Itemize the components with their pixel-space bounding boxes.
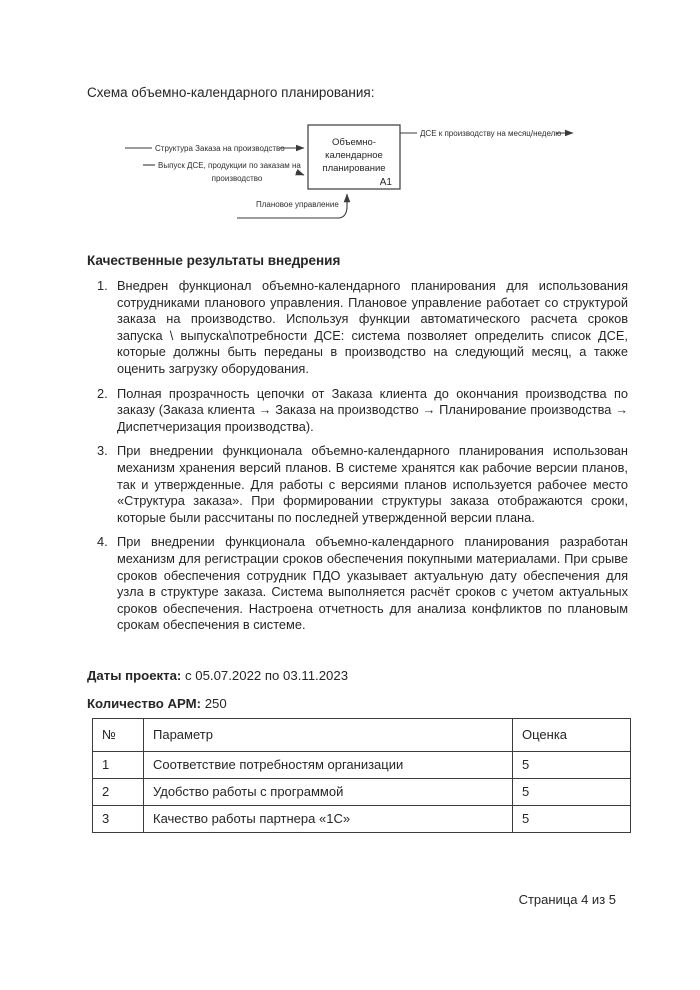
- row-number: 1: [93, 752, 144, 779]
- okp-diagram: [0, 95, 700, 250]
- row-score: 5: [513, 752, 631, 779]
- output-label: ДСЕ к производству на месяц/неделю: [420, 129, 562, 138]
- list-item-text: При внедрении функционала объемно-календарного планирования использован механизм хранения версий планов. В системе хранятся как рабочие версии планов, так и утвержденные. Для работы с версиями планов используется рабочее место «Структура заказа». При формировании структуры заказа отображаются сроки, которые были рассчитаны по последней утвержденной версии плана.: [117, 443, 628, 525]
- input1-label: Структура Заказа на производство: [155, 144, 285, 153]
- row-score: 5: [513, 806, 631, 833]
- project-dates-label: Даты проекта:: [87, 668, 182, 683]
- table-header-row: [93, 719, 631, 752]
- row-number: 3: [93, 806, 144, 833]
- row-number: 2: [93, 779, 144, 806]
- arm-count: [87, 696, 227, 711]
- row-parameter: Соответствие потребностям организации: [144, 752, 513, 779]
- list-item: [97, 534, 628, 634]
- list-item-number: 2.: [97, 385, 108, 401]
- list-item-text: Полная прозрачность цепочки от Заказа клиента до окончания производства по заказу (Заказа клиента → Заказа на производство → Планирование производства → Диспетчеризация производства).: [117, 385, 628, 434]
- diagram-caption: Схема объемно-календарного планирования:: [87, 85, 375, 100]
- results-list: [97, 278, 628, 642]
- header-number: №: [93, 719, 144, 752]
- function-box-label: календарное: [325, 150, 383, 161]
- row-parameter: Качество работы партнера «1С»: [144, 806, 513, 833]
- results-heading: Качественные результаты внедрения: [87, 253, 341, 268]
- page-number: Страница 4 из 5: [518, 892, 616, 907]
- header-parameter: Параметр: [144, 719, 513, 752]
- list-item: [97, 443, 628, 526]
- header-score: Оценка: [513, 719, 631, 752]
- table-row: [93, 806, 631, 833]
- row-score: 5: [513, 779, 631, 806]
- project-dates: [87, 668, 348, 683]
- table-row: [93, 752, 631, 779]
- list-item-text: Внедрен функционал объемно-календарного планирования для использования сотрудниками планового управления. Плановое управление работает со структурой заказа на производство. Используя функции автоматического расчета сроков запуска \ выпуска\потребности ДСЕ: система позволяет определить список ДСЕ, которые должны быть переданы в производство на следующий месяц, а также оценить загрузку оборудования.: [117, 278, 628, 376]
- function-box-label: планирование: [322, 163, 386, 174]
- list-item-number: 4.: [97, 534, 108, 550]
- evaluation-table: [92, 718, 631, 833]
- list-item: [97, 278, 628, 378]
- function-box-label: Объемно-: [332, 137, 376, 148]
- arm-count-value: 250: [201, 696, 227, 711]
- row-parameter: Удобство работы с программой: [144, 779, 513, 806]
- input2-label-line2: производство: [211, 174, 263, 183]
- function-box-code: A1: [379, 177, 392, 188]
- list-item-text: При внедрении функционала объемно-календарного планирования разработан механизм для регистрации сроков обеспечения покупными материалами. При срыве сроков обеспечения сотрудник ПДО указывает актуальную дату обеспечения для узла в структуре заказа. Система выполняется расчёт сроков с учетом актуальных сроков обеспечения. Настроена отчетность для анализа конфликтов по плановым срокам обеспечения в системе.: [117, 534, 628, 633]
- project-dates-value: с 05.07.2022 по 03.11.2023: [181, 668, 349, 683]
- list-item: [97, 386, 628, 436]
- list-item-number: 3.: [97, 443, 108, 459]
- arm-count-label: Количество АРМ:: [87, 696, 202, 711]
- input2-arrowhead: [296, 172, 304, 175]
- control-label: Плановое управление: [256, 200, 339, 209]
- table-row: [93, 779, 631, 806]
- list-item-number: 1.: [97, 278, 108, 293]
- input2-label-line1: Выпуск ДСЕ, продукции по заказам на: [158, 161, 301, 170]
